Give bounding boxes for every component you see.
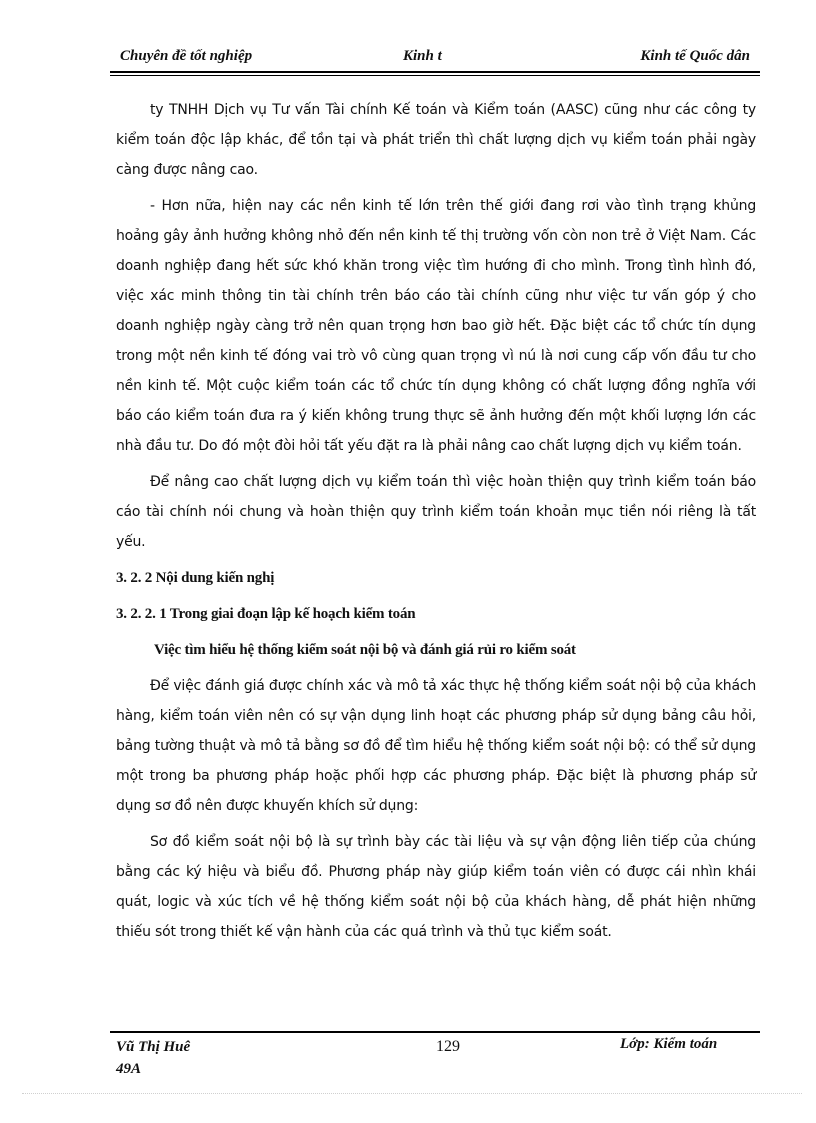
- footer-author: [116, 1036, 190, 1080]
- header-rule-thin: [110, 75, 760, 76]
- footer-class: Lớp: Kiểm toán: [620, 1036, 718, 1052]
- subsection-heading-planning: 3. 2. 2. 1 Trong giai đoạn lập kế hoạch kiểm toán: [116, 606, 416, 622]
- subheading-internal-control: Việc tìm hiểu hệ thống kiểm soát nội bộ và đánh giá rủi ro kiểm soát: [154, 642, 576, 658]
- header-rule: [110, 71, 760, 73]
- section-heading-recommendations: 3. 2. 2 Nội dung kiến nghị: [116, 570, 275, 586]
- paragraph-improve-audit-process: Để nâng cao chất lượng dịch vụ kiểm toán thì việc hoàn thiện quy trình kiểm toán báo cáo tài chính nói chung và hoàn thiện quy trình kiểm toán khoản mục tiền nói riêng là tất yếu.: [116, 474, 756, 550]
- header-university: Kinh tế Quốc dân: [640, 48, 750, 64]
- header-center-text: Kinh t: [403, 48, 442, 64]
- header-thesis-title: Chuyên đề tốt nghiệp: [120, 48, 253, 64]
- page-number: 129: [436, 1038, 460, 1055]
- paragraph-economic-crisis: - Hơn nữa, hiện nay các nền kinh tế lớn trên thế giới đang rơi vào tình trạng khủng hoảng gây ảnh hưởng không nhỏ đến nền kinh tế thị trường vốn còn non trẻ ở Việt Nam. Các doanh nghiệp đang hết sức khó khăn trong việc tìm hướng đi cho mình. Trong tình hình đó, việc xác minh thông tin tài chính trên báo cáo tài chính cũng như việc tư vấn góp ý cho doanh nghiệp ngày càng trở nên quan trọng hơn bao giờ hết. Đặc biệt các tổ chức tín dụng trong một nền kinh tế đóng vai trò vô cùng quan trọng vì nú là nơi cung cấp vốn đầu tư cho nền kinh tế. Một cuộc kiểm toán các tổ chức tín dụng không có chất lượng đồng nghĩa với báo cáo kiểm toán đưa ra ý kiến không trung thực sẽ ảnh hưởng đến một khối lượng lớn các nhà đầu tư. Do đó một đòi hỏi tất yếu đặt ra là phải nâng cao chất lượng dịch vụ kiểm toán.: [116, 198, 756, 454]
- footer-author-name: Vũ Thị Huê: [116, 1039, 191, 1055]
- footer-rule: [110, 1031, 760, 1033]
- footer-author-class-code: 49A: [116, 1061, 142, 1077]
- page-body: [116, 95, 756, 953]
- paragraph-aasc: ty TNHH Dịch vụ Tư vấn Tài chính Kế toán và Kiểm toán (AASC) cũng như các công ty kiểm toán độc lập khác, để tồn tại và phát triển thì chất lượng dịch vụ kiểm toán phải ngày càng được nâng cao.: [116, 102, 756, 178]
- paragraph-flowchart: Sơ đồ kiểm soát nội bộ là sự trình bày các tài liệu và sự vận động liên tiếp của chúng bằng các ký hiệu và biểu đồ. Phương pháp này giúp kiểm toán viên có được cái nhìn khái quát, logic và xúc tích về hệ thống kiểm soát nội bộ của khách hàng, dễ phát hiện những thiếu sót trong thiết kế vận hành của các quá trình và thủ tục kiểm soát.: [116, 834, 756, 940]
- paragraph-evaluation-methods: Để việc đánh giá được chính xác và mô tả xác thực hệ thống kiểm soát nội bộ của khách hàng, kiểm toán viên nên có sự vận dụng linh hoạt các phương pháp sử dụng bảng câu hỏi, bảng tường thuật và mô tả bằng sơ đồ để tìm hiểu hệ thống kiểm soát nội bộ: có thể sử dụng một trong ba phương pháp hoặc phối hợp các phương pháp. Đặc biệt là phương pháp sử dụng sơ đồ nên được khuyến khích sử dụng:: [116, 678, 756, 814]
- page-edge: [22, 1093, 802, 1094]
